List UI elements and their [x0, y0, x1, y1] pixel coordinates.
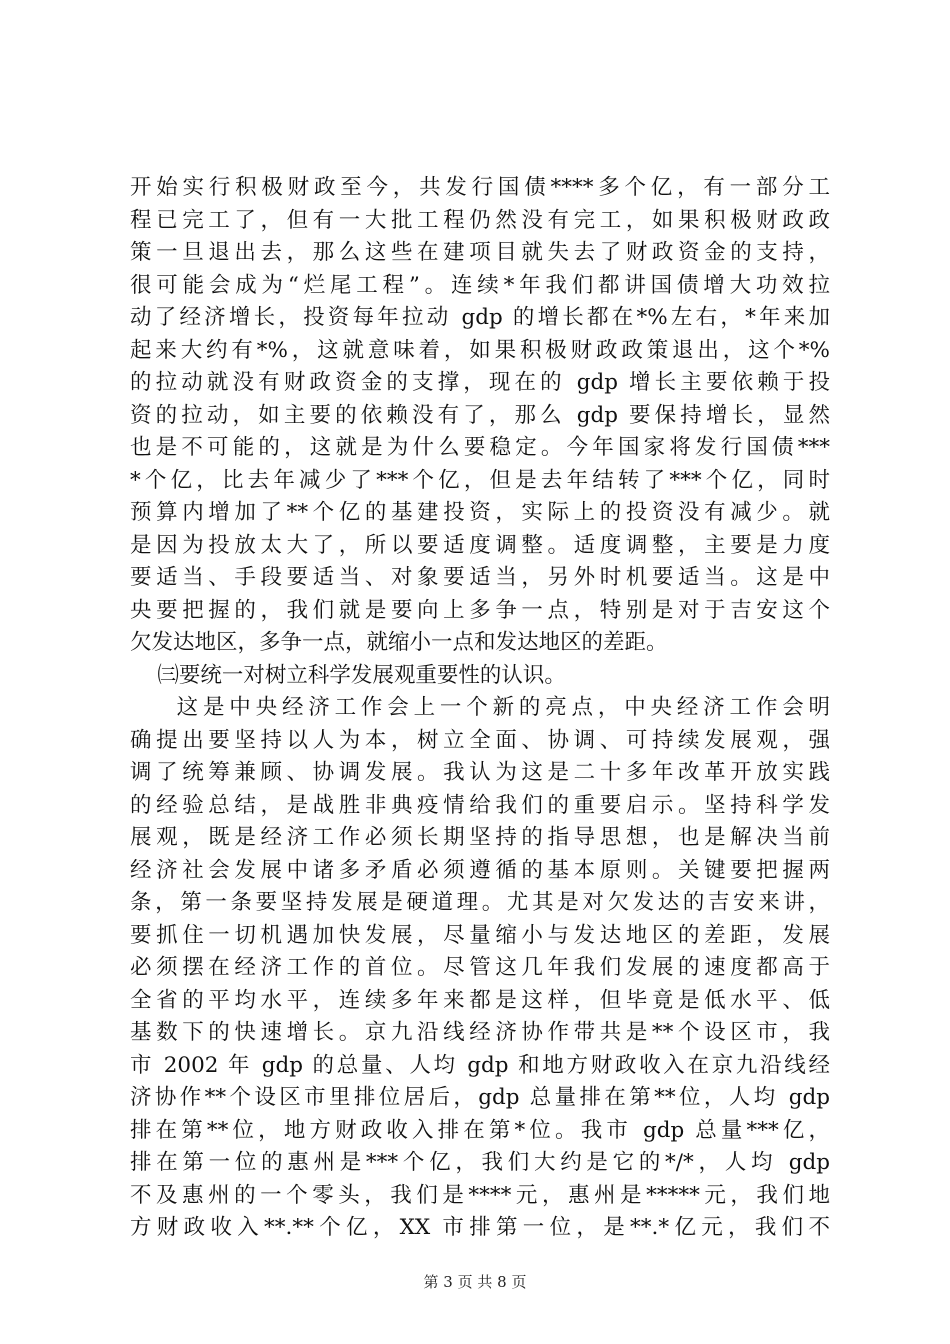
text-line: 的经验总结，是战胜非典疫情给我们的重要启示。坚持科学发	[130, 792, 830, 818]
text-line: 这是中央经济工作会上一个新的亮点，中央经济工作会明	[130, 695, 830, 720]
text-line: 条，第一条要坚持发展是硬道理。尤其是对欠发达的吉安来讲，	[130, 890, 830, 915]
page-number-label: 第 3 页 共 8 页	[423, 1273, 527, 1291]
text-line: 预算内增加了**个亿的基建投资，实际上的投资没有减少。就	[130, 500, 830, 525]
text-line: 市 2002 年 gdp 的总量、人均 gdp 和地方财政收入在京九沿线经	[130, 1052, 830, 1078]
text-line: 方财政收入**.**个亿，XX 市排第一位，是**.*亿元，我们不	[130, 1215, 830, 1240]
text-line: 程已完工了，但有一大批工程仍然没有完工，如果积极财政政	[130, 207, 830, 233]
text-line: 要抓住一切机遇加快发展，尽量缩小与发达地区的差距，发展	[130, 922, 830, 948]
text-line: 策一旦退出去，那么这些在建项目就失去了财政资金的支持，	[130, 240, 830, 265]
text-line: 很可能会成为“烂尾工程”。连续*年我们都讲国债增大功效拉	[130, 272, 830, 298]
document-body	[130, 172, 830, 1245]
text-line: 排在第**位，地方财政收入排在第*位。我市 gdp 总量***亿，	[130, 1117, 830, 1143]
text-line: 起来大约有*%，这就意味着，如果积极财政政策退出，这个*%	[130, 337, 830, 363]
text-line: 基数下的快速增长。京九沿线经济协作带共是**个设区市，我	[130, 1020, 830, 1045]
text-line: 欠发达地区，多争一点，就缩小一点和发达地区的差距。	[130, 630, 668, 655]
text-line: 排在第一位的惠州是***个亿，我们大约是它的*/*，人均 gdp	[130, 1150, 830, 1175]
text-line: 央要把握的，我们就是要向上多争一点，特别是对于吉安这个	[130, 597, 830, 623]
text-line: 全省的平均水平，连续多年来都是这样，但毕竟是低水平、低	[130, 987, 830, 1013]
text-line: 经济社会发展中诸多矛盾必须遵循的基本原则。关键要把握两	[130, 857, 830, 883]
text-line: 展观，既是经济工作必须长期坚持的指导思想，也是解决当前	[130, 825, 830, 850]
text-line: 要适当、手段要适当、对象要适当，另外时机要适当。这是中	[130, 565, 830, 590]
text-line: 确提出要坚持以人为本，树立全面、协调、可持续发展观，强	[130, 727, 830, 753]
text-line: *个亿，比去年减少了***个亿，但是去年结转了***个亿，同时	[130, 467, 830, 493]
text-line: 是因为投放太大了，所以要适度调整。适度调整，主要是力度	[130, 532, 830, 558]
text-line: 动了经济增长，投资每年拉动 gdp 的增长都在*%左右，*年来加	[130, 305, 830, 330]
text-line: 开始实行积极财政至今，共发行国债****多个亿，有一部分工	[130, 175, 830, 200]
text-line: 也是不可能的，这就是为什么要稳定。今年国家将发行国债***	[130, 435, 830, 460]
text-line: 资的拉动，如主要的依赖没有了，那么 gdp 要保持增长，显然	[130, 402, 830, 428]
text-line: 的拉动就没有财政资金的支撑，现在的 gdp 增长主要依赖于投	[130, 370, 830, 395]
section-heading: ㈢要统一对树立科学发展观重要性的认识。	[130, 662, 566, 688]
text-line: 不及惠州的一个零头，我们是****元，惠州是*****元，我们地	[130, 1182, 830, 1208]
page-footer	[0, 1271, 950, 1292]
text-line: 济协作**个设区市里排位居后，gdp 总量排在第**位，人均 gdp	[130, 1085, 830, 1110]
text-line: 必须摆在经济工作的首位。尽管这几年我们发展的速度都高于	[130, 955, 830, 980]
text-line: 调了统筹兼顾、协调发展。我认为这是二十多年改革开放实践	[130, 760, 830, 785]
